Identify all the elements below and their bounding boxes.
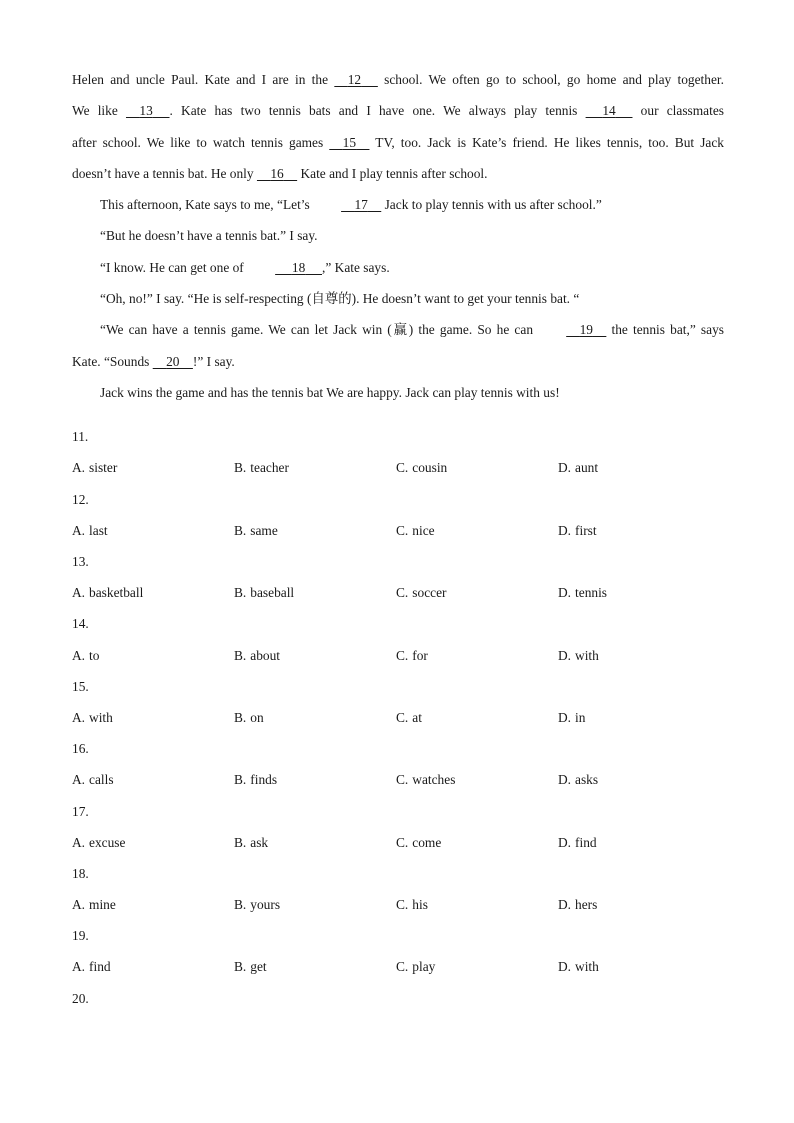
answer-option (396, 640, 558, 671)
answer-option (72, 702, 234, 733)
passage-line (72, 377, 724, 408)
option-letter: A. (72, 834, 86, 850)
passage-text: Jack to play tennis with us after school.” (381, 197, 602, 213)
option-row (72, 889, 724, 920)
blank-number: 19 (579, 322, 593, 338)
option-letter: D. (558, 834, 572, 850)
option-text: tennis (575, 585, 608, 601)
answer-option (396, 889, 558, 920)
answer-option (558, 640, 720, 671)
answer-option (72, 889, 234, 920)
blank-14 (586, 95, 633, 126)
option-text: first (575, 522, 597, 538)
answer-option (72, 827, 234, 858)
blank-number: 16 (270, 165, 284, 181)
option-row (72, 640, 724, 671)
passage-text: Kate and I play tennis after school. (297, 165, 488, 181)
option-text: mine (89, 897, 116, 913)
answer-option (558, 515, 720, 546)
option-text: in (575, 709, 586, 725)
passage-text: “We can have a tennis game. We can let Jack win (赢) the game. So he can (100, 322, 539, 338)
passage-line (72, 64, 724, 95)
blank-19 (538, 314, 606, 345)
option-letter: D. (558, 897, 572, 913)
answer-option (396, 764, 558, 795)
option-letter: C. (396, 522, 409, 538)
question-number: 16. (72, 741, 89, 757)
answer-option (558, 951, 720, 982)
question-number: 13. (72, 554, 89, 570)
option-letter: A. (72, 585, 86, 601)
option-text: with (89, 709, 113, 725)
option-letter: A. (72, 647, 86, 663)
option-text: aunt (575, 460, 599, 476)
blank-number: 12 (347, 72, 362, 87)
blank-18 (247, 252, 322, 283)
option-text: with (575, 647, 599, 663)
option-row (72, 764, 724, 795)
option-text: nice (412, 522, 435, 538)
answer-option (558, 452, 720, 483)
blank-13 (126, 95, 170, 126)
passage-text: “But he doesn’t have a tennis bat.” I say. (100, 228, 318, 244)
passage-line (72, 346, 724, 377)
passage-line (72, 189, 724, 220)
question-number: 14. (72, 616, 89, 632)
question-number: 11. (72, 429, 89, 445)
option-text: find (89, 959, 111, 975)
option-text: calls (89, 772, 114, 788)
option-text: excuse (89, 834, 126, 850)
passage-text: ,” Kate says. (322, 259, 390, 275)
passage-line (72, 127, 724, 158)
passage-text: TV, too. Jack is Kate’s friend. He likes tennis, too. But Jack (369, 134, 724, 150)
option-letter: C. (396, 897, 409, 913)
option-text: hers (575, 897, 598, 913)
option-letter: B. (234, 959, 247, 975)
option-letter: D. (558, 647, 572, 663)
question-number: 18. (72, 865, 89, 881)
option-text: same (250, 522, 278, 538)
answer-option (396, 452, 558, 483)
option-letter: D. (558, 959, 572, 975)
option-text: teacher (250, 460, 289, 476)
answer-option (234, 889, 396, 920)
option-letter: B. (234, 709, 247, 725)
passage-line (72, 314, 724, 345)
passage-text: Kate. “Sounds (72, 353, 153, 369)
option-letter: C. (396, 834, 409, 850)
answer-option (396, 577, 558, 608)
answer-option (72, 515, 234, 546)
answer-option (396, 827, 558, 858)
option-letter: D. (558, 522, 572, 538)
blank-20 (153, 346, 193, 377)
option-text: get (250, 959, 267, 975)
option-letter: B. (234, 585, 247, 601)
option-text: last (89, 522, 108, 538)
passage-text: our classmates (632, 103, 724, 119)
option-text: ask (250, 834, 269, 850)
option-text: to (89, 647, 100, 663)
answer-option (234, 515, 396, 546)
option-letter: B. (234, 647, 247, 663)
option-text: yours (250, 897, 281, 913)
option-text: on (250, 709, 264, 725)
passage-text: Jack wins the game and has the tennis bat We are happy. Jack can play tennis with us! (100, 384, 560, 400)
passage-line (72, 220, 724, 251)
option-letter: B. (234, 772, 247, 788)
passage-text: This afternoon, Kate says to me, “Let’s (100, 197, 314, 213)
option-letter: A. (72, 709, 86, 725)
option-text: come (412, 834, 442, 850)
answer-option (234, 640, 396, 671)
option-letter: C. (396, 772, 409, 788)
option-text: sister (89, 460, 118, 476)
passage (72, 64, 724, 408)
answer-option (234, 702, 396, 733)
question-list (72, 421, 724, 982)
option-text: asks (575, 772, 599, 788)
option-text: at (412, 709, 422, 725)
option-letter: D. (558, 585, 572, 601)
option-letter: A. (72, 959, 86, 975)
option-text: basketball (89, 585, 144, 601)
blank-number: 14 (602, 103, 616, 119)
option-text: baseball (250, 585, 295, 601)
blank-number: 18 (291, 259, 306, 275)
option-text: finds (250, 772, 278, 788)
option-letter: C. (396, 709, 409, 725)
option-text: watches (412, 772, 456, 788)
option-text: about (250, 647, 281, 663)
question-number: 17. (72, 803, 89, 819)
passage-text: the tennis bat,” says (606, 322, 724, 338)
blank-17 (313, 189, 381, 220)
passage-text: doesn’t have a tennis bat. He only (72, 165, 257, 181)
answer-option (558, 577, 720, 608)
passage-line (72, 158, 724, 189)
passage-line (72, 252, 724, 283)
option-letter: D. (558, 772, 572, 788)
answer-option (234, 764, 396, 795)
answer-option (234, 951, 396, 982)
blank-12 (334, 64, 378, 95)
passage-text: school. We often go to school, go home and play together. (377, 72, 724, 87)
passage-text: We like (72, 103, 126, 119)
option-row (72, 951, 724, 982)
option-letter: B. (234, 897, 247, 913)
option-text: soccer (412, 585, 447, 601)
passage-text: Helen and uncle Paul. Kate and I are in the (72, 72, 335, 87)
option-letter: B. (234, 834, 247, 850)
answer-option (558, 827, 720, 858)
option-letter: C. (396, 460, 409, 476)
answer-option (72, 577, 234, 608)
option-row (72, 827, 724, 858)
option-letter: A. (72, 460, 86, 476)
passage-text: !” I say. (192, 353, 235, 369)
answer-option (72, 452, 234, 483)
option-letter: B. (234, 460, 247, 476)
blank-number: 15 (342, 134, 357, 150)
option-text: his (412, 897, 428, 913)
blank-number: 20 (166, 353, 180, 369)
option-row (72, 702, 724, 733)
option-row (72, 577, 724, 608)
answer-option (558, 764, 720, 795)
option-letter: C. (396, 585, 409, 601)
answer-option (396, 951, 558, 982)
answer-option (396, 515, 558, 546)
passage-text: . Kate has two tennis bats and I have one. We always play tennis (169, 103, 586, 119)
option-letter: D. (558, 709, 572, 725)
passage-text: “Oh, no!” I say. “He is self-respecting (自尊的). He doesn’t want to get your tennis bat. “ (100, 291, 580, 307)
option-letter: D. (558, 460, 572, 476)
passage-line (72, 283, 724, 314)
answer-option (234, 452, 396, 483)
option-text: for (412, 647, 428, 663)
option-letter: C. (396, 959, 409, 975)
question-number: 20. (72, 990, 89, 1006)
passage-text: after school. We like to watch tennis games (72, 134, 330, 150)
passage-line (72, 95, 724, 126)
blank-number: 17 (354, 197, 368, 213)
answer-option (558, 889, 720, 920)
question-number: 15. (72, 678, 89, 694)
option-text: cousin (412, 460, 448, 476)
option-text: play (412, 959, 436, 975)
answer-option (72, 951, 234, 982)
answer-option (72, 764, 234, 795)
option-letter: C. (396, 647, 409, 663)
passage-text: “I know. He can get one of (100, 259, 248, 275)
question-number: 12. (72, 491, 89, 507)
option-letter: A. (72, 522, 86, 538)
answer-option (234, 827, 396, 858)
option-letter: A. (72, 897, 86, 913)
blank-16 (257, 158, 297, 189)
blank-15 (329, 127, 369, 158)
answer-option (396, 702, 558, 733)
option-row (72, 515, 724, 546)
option-letter: B. (234, 522, 247, 538)
blank-number: 13 (139, 103, 153, 119)
answer-option (234, 577, 396, 608)
option-text: find (575, 834, 597, 850)
answer-option (72, 640, 234, 671)
question-number: 19. (72, 928, 89, 944)
option-text: with (575, 959, 599, 975)
option-row (72, 452, 724, 483)
document-page (72, 64, 724, 1014)
option-letter: A. (72, 772, 86, 788)
answer-option (558, 702, 720, 733)
